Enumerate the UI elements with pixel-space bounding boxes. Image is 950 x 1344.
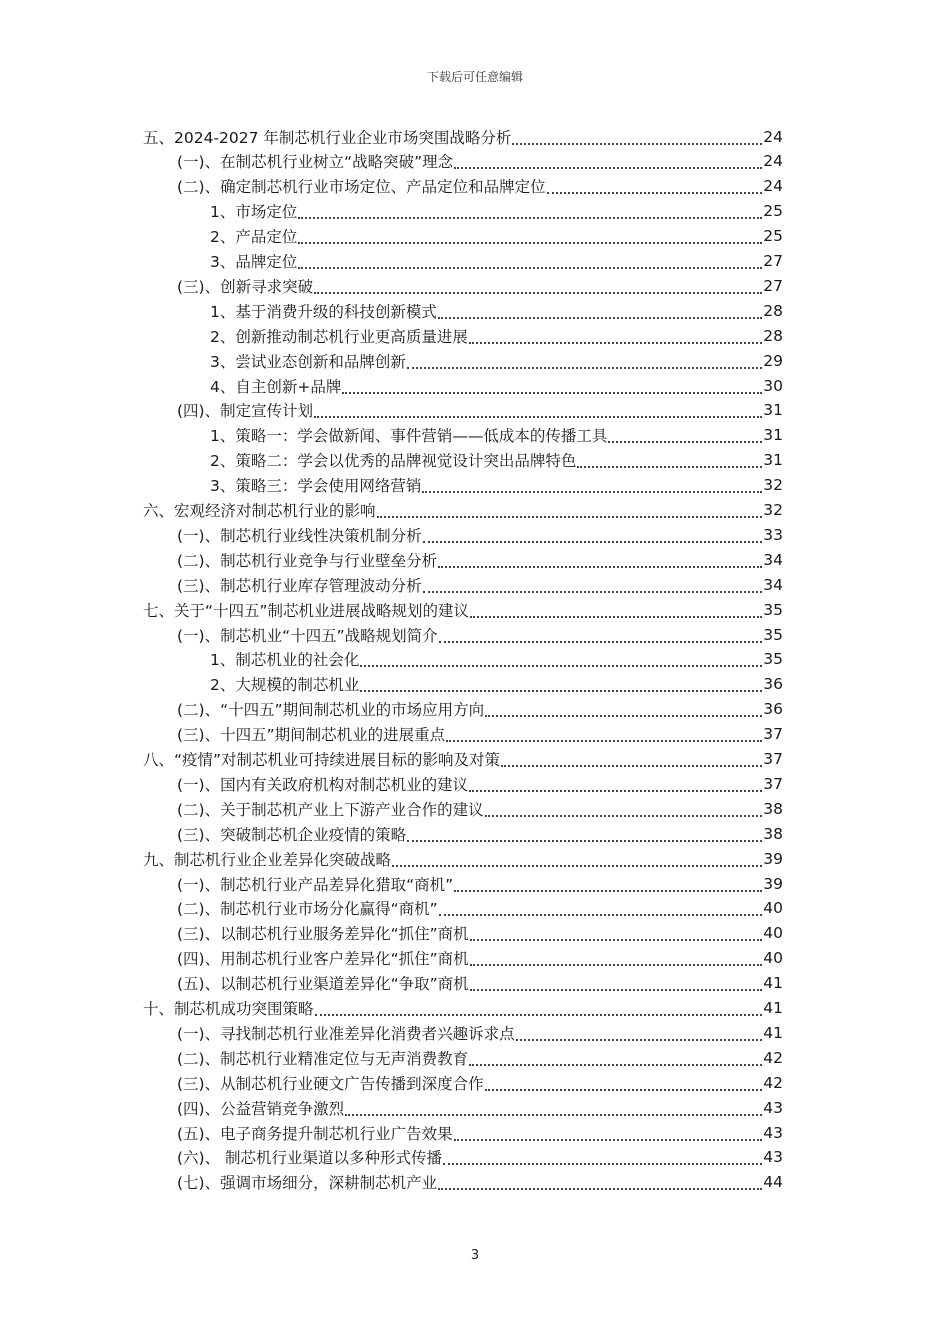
toc-entry[interactable] [177, 398, 783, 423]
page-number: 3 [470, 1248, 480, 1263]
toc-entry-page: 25 [763, 227, 783, 246]
toc-entry[interactable] [210, 473, 783, 498]
toc-entry-title: (三)、创新寻求突破 [177, 277, 314, 296]
page-header: 下载后可任意编辑 [426, 70, 523, 84]
toc-entry-page: 37 [763, 774, 783, 793]
toc-entry[interactable] [177, 1145, 783, 1170]
toc-entry[interactable] [177, 971, 783, 996]
toc-dot-leader [407, 832, 762, 842]
toc-entry[interactable] [177, 572, 783, 597]
toc-entry[interactable] [177, 149, 783, 174]
toc-entry-page: 37 [763, 725, 783, 744]
toc-entry-page: 39 [763, 874, 783, 893]
toc-entry-page: 35 [763, 650, 783, 669]
toc-entry-page: 40 [763, 949, 783, 968]
toc-dot-leader [314, 284, 762, 294]
toc-entry[interactable] [143, 996, 783, 1021]
toc-dot-leader [439, 633, 763, 643]
toc-dot-leader [454, 1131, 763, 1141]
toc-entry-title: 2、大规模的制芯机业 [210, 676, 360, 695]
toc-entry[interactable] [177, 1045, 783, 1070]
toc-entry-page: 32 [763, 476, 783, 495]
toc-entry-title: 十、制芯机成功突围策略 [143, 1000, 314, 1018]
toc-entry-title: (三)、制芯机行业库存管理波动分析 [177, 576, 422, 595]
toc-entry-page: 38 [763, 824, 783, 843]
toc-entry-page: 34 [763, 575, 783, 594]
toc-entry[interactable] [143, 498, 783, 523]
toc-entry-title: (六)、 制芯机行业渠道以多种形式传播 [177, 1149, 443, 1168]
toc-entry-page: 39 [763, 849, 783, 868]
toc-entry[interactable] [177, 547, 783, 572]
toc-entry-title: (二)、制芯机行业市场分化赢得“商机” [177, 900, 438, 919]
toc-entry-title: (七)、强调市场细分，深耕制芯机产业 [177, 1174, 438, 1193]
toc-entry-page: 31 [763, 401, 783, 420]
toc-dot-leader [485, 707, 762, 717]
toc-entry-page: 40 [763, 899, 783, 918]
toc-dot-leader [454, 159, 762, 169]
toc-entry-title: (一)、在制芯机行业树立“战略突破”理念 [177, 153, 454, 172]
toc-entry-title: (一)、制芯机行业产品差异化猎取“商机” [177, 875, 454, 894]
toc-entry[interactable] [210, 249, 783, 274]
toc-entry[interactable] [210, 298, 783, 323]
toc-dot-leader [577, 458, 762, 468]
toc-entry-page: 40 [763, 924, 783, 943]
toc-entry[interactable] [177, 896, 783, 921]
toc-entry-page: 27 [763, 276, 783, 295]
toc-entry-page: 35 [763, 600, 783, 619]
toc-entry-title: (一)、制芯机行业线性决策机制分析 [177, 526, 422, 545]
toc-entry-title: (一)、制芯机业“十四五”战略规划简介 [177, 626, 438, 645]
toc-dot-leader [469, 334, 762, 344]
toc-entry[interactable] [143, 124, 783, 149]
toc-entry-page: 41 [763, 1023, 783, 1042]
toc-dot-leader [470, 608, 762, 618]
toc-entry[interactable] [210, 199, 783, 224]
toc-entry[interactable] [177, 821, 783, 846]
toc-entry-page: 25 [763, 202, 783, 221]
toc-dot-leader [469, 782, 762, 792]
toc-entry-title: 八、“疫情”对制芯机业可持续进展目标的影响及对策 [143, 751, 501, 769]
toc-entry-title: (二)、“十四五”期间制芯机业的市场应用方向 [177, 701, 485, 720]
toc-entry[interactable] [143, 597, 783, 622]
toc-entry-title: 五、2024-2027 年制芯机行业企业市场突围战略分析 [143, 128, 512, 147]
toc-entry-title: 九、制芯机行业企业差异化突破战略 [143, 850, 392, 869]
toc-entry-title: 4、自主创新+品牌 [210, 377, 342, 396]
toc-entry[interactable] [177, 796, 783, 821]
toc-entry[interactable] [177, 174, 783, 199]
toc-entry-page: 29 [763, 351, 783, 370]
toc-entry-page: 41 [763, 999, 783, 1017]
toc-dot-leader [438, 309, 762, 319]
toc-entry-title: (二)、确定制芯机行业市场定位、产品定位和品牌定位 [177, 178, 546, 197]
toc-entry-title: (一)、寻找制芯机行业准差异化消费者兴趣诉求点 [177, 1024, 515, 1043]
toc-entry-page: 38 [763, 799, 783, 818]
toc-dot-leader [377, 508, 763, 518]
toc-dot-leader [342, 384, 762, 394]
toc-dot-leader [443, 1155, 762, 1165]
toc-entry[interactable] [177, 1070, 783, 1095]
toc-entry[interactable] [177, 1095, 783, 1120]
toc-entry-page: 28 [763, 326, 783, 345]
toc-entry-title: (五)、以制芯机行业渠道差异化“争取”商机 [177, 975, 469, 994]
toc-entry[interactable] [177, 871, 783, 896]
toc-entry[interactable] [177, 1170, 783, 1195]
toc-entry-page: 44 [763, 1173, 783, 1192]
toc-entry-title: 七、关于“十四五”制芯机业进展战略规划的建议 [143, 601, 470, 620]
toc-entry-title: 1、制芯机业的社会化 [210, 651, 360, 670]
toc-dot-leader [516, 1031, 763, 1041]
toc-entry[interactable] [210, 423, 783, 448]
toc-entry-page: 37 [763, 750, 783, 768]
toc-dot-leader [485, 1081, 763, 1091]
toc-entry-page: 43 [763, 1123, 783, 1142]
toc-dot-leader [470, 956, 763, 966]
toc-dot-leader [454, 882, 762, 892]
toc-entry-title: 1、策略一：学会做新闻、事件营销——低成本的传播工具 [210, 427, 608, 446]
toc-entry[interactable] [177, 1120, 783, 1145]
toc-dot-leader [438, 558, 762, 568]
toc-entry-title: (五)、电子商务提升制芯机行业广告效果 [177, 1124, 453, 1143]
toc-entry-title: (二)、关于制芯机产业上下游产业合作的建议 [177, 800, 484, 819]
toc-entry[interactable] [177, 946, 783, 971]
toc-entry[interactable] [210, 323, 783, 348]
toc-entry-page: 31 [763, 426, 783, 445]
toc-entry-title: (二)、制芯机行业精准定位与无声消费教育 [177, 1049, 469, 1068]
toc-entry-title: (四)、用制芯机行业客户差异化“抓住”商机 [177, 950, 469, 969]
toc-entry-title: (三)、从制芯机行业硬文广告传播到深度合作 [177, 1074, 484, 1093]
toc-entry-title: (四)、公益营销竞争激烈 [177, 1099, 345, 1118]
toc-entry-title: (三)、十四五”期间制芯机业的进展重点 [177, 726, 446, 745]
toc-entry-title: (一)、国内有关政府机构对制芯机业的建议 [177, 775, 469, 794]
toc-entry[interactable] [210, 672, 783, 697]
toc-entry-page: 34 [763, 550, 783, 569]
toc-dot-leader [315, 1006, 763, 1016]
toc-entry-page: 28 [763, 301, 783, 320]
toc-entry-title: (三)、以制芯机行业服务差异化“抓住”商机 [177, 925, 469, 944]
toc-dot-leader [298, 259, 762, 269]
toc-entry-title: (三)、突破制芯机企业疫情的策略 [177, 825, 407, 844]
toc-entry-title: (四)、制定宣传计划 [177, 402, 314, 421]
toc-dot-leader [501, 757, 762, 767]
toc-entry-page: 24 [763, 177, 783, 196]
toc-entry[interactable] [177, 921, 783, 946]
toc-entry-title: 3、品牌定位 [210, 253, 298, 271]
toc-entry-page: 36 [763, 675, 783, 694]
toc-entry[interactable] [177, 1020, 783, 1045]
toc-dot-leader [470, 931, 763, 941]
toc-entry-title: 2、策略二：学会以优秀的品牌视觉设计突出品牌特色 [210, 452, 577, 471]
toc-dot-leader [423, 583, 763, 593]
toc-entry-page: 24 [763, 152, 783, 171]
toc-entry-page: 35 [763, 625, 783, 644]
toc-dot-leader [345, 1106, 762, 1116]
toc-dot-leader [314, 408, 762, 418]
toc-entry-page: 42 [763, 1048, 783, 1067]
toc-dot-leader [298, 209, 762, 219]
toc-dot-leader [469, 1056, 762, 1066]
toc-dot-leader [547, 184, 763, 194]
toc-dot-leader [423, 533, 763, 543]
toc-entry-page: 42 [763, 1073, 783, 1092]
toc-entry-page: 41 [763, 974, 783, 993]
toc-entry-page: 31 [763, 451, 783, 470]
toc-entry-title: 3、策略三：学会使用网络营销 [210, 477, 422, 496]
toc-dot-leader [446, 732, 762, 742]
toc-entry[interactable] [210, 373, 783, 398]
toc-entry[interactable] [177, 522, 783, 547]
toc-entry-title: 六、宏观经济对制芯机行业的影响 [143, 502, 376, 520]
toc-entry[interactable] [177, 771, 783, 796]
toc-dot-leader [407, 359, 762, 369]
toc-entry[interactable] [210, 224, 783, 249]
toc-entry-page: 27 [763, 252, 783, 270]
toc-entry[interactable] [210, 348, 783, 373]
toc-dot-leader [298, 234, 762, 244]
toc-dot-leader [512, 135, 762, 145]
toc-entry[interactable] [210, 448, 783, 473]
toc-entry[interactable] [177, 273, 783, 298]
toc-entry[interactable] [177, 722, 783, 747]
toc-dot-leader [608, 433, 762, 443]
toc-entry[interactable] [177, 697, 783, 722]
toc-entry-page: 43 [763, 1148, 783, 1167]
toc-entry-title: 2、产品定位 [210, 228, 298, 247]
toc-dot-leader [422, 483, 762, 493]
toc-entry[interactable] [143, 747, 783, 772]
toc-entry-title: 1、基于消费升级的科技创新模式 [210, 302, 437, 321]
toc-dot-leader [470, 981, 763, 991]
toc-dot-leader [438, 1180, 762, 1190]
toc-entry-page: 30 [763, 376, 783, 395]
toc-entry-page: 36 [763, 700, 783, 719]
toc-entry[interactable] [210, 647, 783, 672]
toc-dot-leader [360, 657, 762, 667]
toc-dot-leader [360, 682, 762, 692]
toc-entry-title: 3、尝试业态创新和品牌创新 [210, 352, 406, 371]
toc-dot-leader [392, 857, 762, 867]
toc-entry-title: 2、创新推动制芯机行业更高质量进展 [210, 327, 468, 346]
toc-entry-title: 1、市场定位 [210, 203, 298, 222]
toc-entry-page: 33 [763, 525, 783, 544]
toc-dot-leader [485, 807, 763, 817]
toc-entry-title: (二)、制芯机行业竞争与行业壁垒分析 [177, 551, 438, 570]
toc-entry[interactable] [143, 846, 783, 871]
toc-entry-page: 24 [763, 127, 783, 146]
toc-entry[interactable] [177, 622, 783, 647]
toc-entry-page: 43 [763, 1098, 783, 1117]
toc-dot-leader [439, 906, 763, 916]
toc-entry-page: 32 [763, 501, 783, 519]
